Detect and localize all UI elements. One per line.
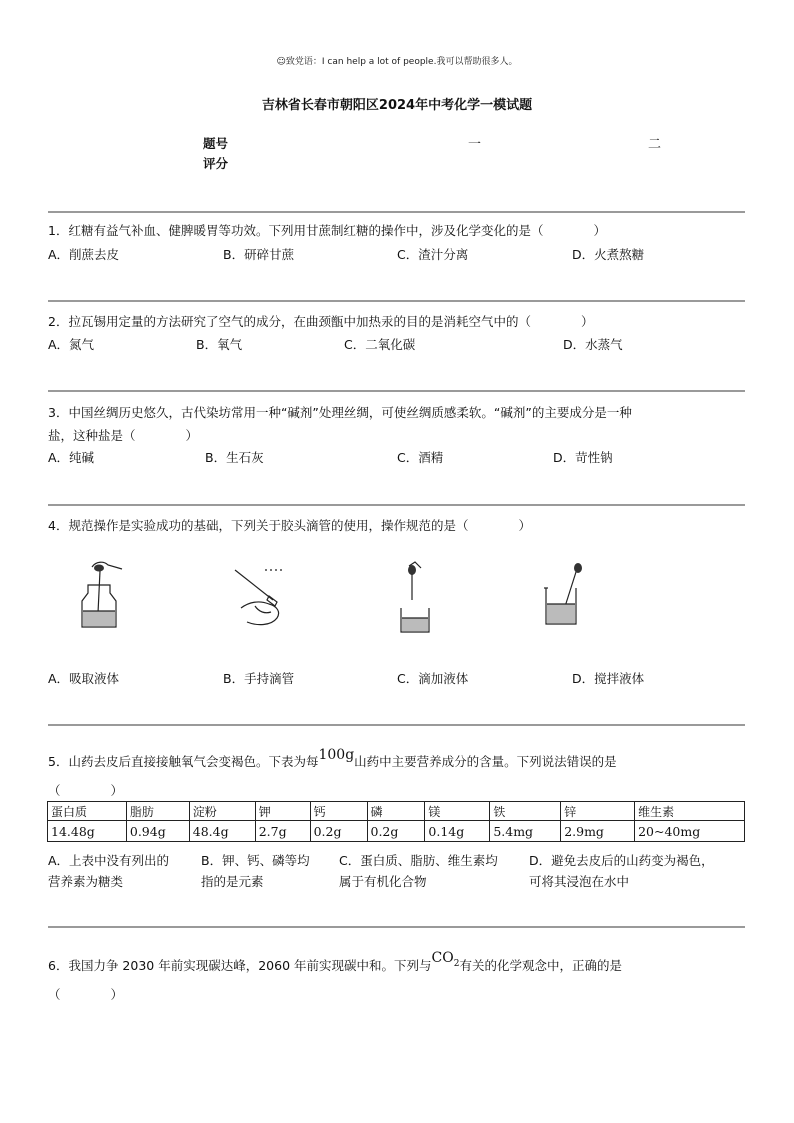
table-header-cell: 钾 [255, 802, 310, 821]
table-cell: 14.48g [48, 821, 127, 842]
option-a: A．吸取液体 [48, 671, 120, 686]
option-a [48, 850, 169, 892]
option-a-line1: A．上表中没有列出的 [48, 853, 170, 868]
table-cell: 0.2g [367, 821, 425, 842]
table-header-cell: 铁 [490, 802, 561, 821]
question-stem-line2: 盐，这种盐是（ ） [48, 428, 199, 443]
option-b: B．生石灰 [205, 450, 264, 465]
option-d-line1: D．避免去皮后的山药变为褐色， [529, 853, 714, 868]
question-stem [48, 747, 617, 770]
option-c: C．二氧化碳 [344, 337, 416, 352]
table-cell: 5.4mg [490, 821, 561, 842]
question-stem [48, 950, 622, 977]
option-c: C．滴加液体 [397, 671, 469, 686]
table-cell: 20~40mg [635, 821, 745, 842]
score-col-one: 一 [468, 137, 482, 152]
figure-d-dropper-in-beaker [540, 560, 590, 630]
section-divider [48, 926, 745, 928]
option-d: D．火煮熬糖 [572, 247, 645, 262]
nutrition-table [47, 801, 745, 842]
score-row-label-score: 评分 [203, 156, 229, 171]
stem-part-b: 有关的化学观念中，正确的是 [459, 958, 622, 973]
option-a: A．氮气 [48, 337, 95, 352]
option-d-line2: 可将其浸泡在水中 [529, 874, 630, 889]
option-d: D．水蒸气 [563, 337, 623, 352]
option-a-line2: 营养素为糖类 [48, 874, 124, 889]
stem-part-a: 5．山药去皮后直接接触氧气会变褐色。下表为每 [48, 754, 319, 769]
option-b-line1: B．钾、钙、磷等均 [201, 853, 310, 868]
stem-mass: 100g [318, 747, 355, 763]
option-c: C．酒精 [397, 450, 444, 465]
option-d: D．苛性钠 [553, 450, 613, 465]
option-b: B．氧气 [196, 337, 243, 352]
table-header-row [48, 802, 745, 821]
option-d: D．搅拌液体 [572, 671, 645, 686]
formula-subscript: 2 [453, 958, 460, 969]
score-col-two: 二 [648, 137, 662, 152]
table-cell: 0.94g [126, 821, 189, 842]
question-stem: 2．拉瓦锡用定量的方法研究了空气的成分，在曲颈甑中加热汞的目的是消耗空气中的（ ） [48, 314, 594, 329]
motto-line: ☺致党语：I can help a lot of people.我可以帮助很多人。 [276, 57, 518, 67]
co2-formula [431, 950, 460, 969]
option-c: C．渣汁分离 [397, 247, 469, 262]
table-header-cell: 蛋白质 [48, 802, 127, 821]
table-header-cell: 磷 [367, 802, 425, 821]
option-c-line2: 属于有机化合物 [339, 874, 427, 889]
table-header-cell: 淀粉 [189, 802, 255, 821]
table-header-cell: 锌 [561, 802, 635, 821]
stem-part-b: 山药中主要营养成分的含量。下列说法错误的是 [354, 754, 617, 769]
option-d [529, 850, 714, 892]
table-header-cell: 脂肪 [126, 802, 189, 821]
section-divider [48, 300, 745, 302]
question-stem: 4．规范操作是实验成功的基础，下列关于胶头滴管的使用，操作规范的是（ ） [48, 518, 531, 533]
figure-b-hand-holding-dropper [225, 560, 300, 632]
option-a: A．削蔗去皮 [48, 247, 120, 262]
table-row [48, 821, 745, 842]
table-cell: 48.4g [189, 821, 255, 842]
table-header-cell: 镁 [425, 802, 490, 821]
option-b: B．手持滴管 [223, 671, 295, 686]
table-header-cell: 维生素 [635, 802, 745, 821]
page-title: 吉林省长春市朝阳区2024年中考化学一模试题 [261, 98, 533, 113]
option-c-line1: C．蛋白质、脂肪、维生素均 [339, 853, 498, 868]
figure-a-dropper-bottle [70, 555, 130, 635]
formula-main: CO [431, 950, 454, 966]
stem-part-a: 6．我国力争 2030 年前实现碳达峰，2060 年前实现碳中和。下列与 [48, 958, 432, 973]
option-a: A．纯碱 [48, 450, 95, 465]
answer-blank: （ ） [48, 783, 124, 798]
question-stem-line1: 3．中国丝绸历史悠久，古代染坊常用一种“碱剂”处理丝绸，可使丝绸质感柔软。“碱剂”的主要成分是一种 [48, 405, 632, 420]
section-divider [48, 504, 745, 506]
answer-blank: （ ） [48, 987, 124, 1002]
table-cell: 0.14g [425, 821, 490, 842]
section-divider [48, 390, 745, 392]
option-b-line2: 指的是元素 [201, 874, 264, 889]
table-cell: 2.7g [255, 821, 310, 842]
table-cell: 2.9mg [561, 821, 635, 842]
option-c [339, 850, 498, 892]
score-row-label-number: 题号 [203, 136, 229, 151]
section-divider [48, 211, 745, 213]
option-b [201, 850, 310, 892]
question-stem: 1．红糖有益气补血、健脾暖胃等功效。下列用甘蔗制红糖的操作中，涉及化学变化的是（ ） [48, 223, 606, 238]
section-divider [48, 724, 745, 726]
table-header-cell: 钙 [310, 802, 367, 821]
option-b: B．研碎甘蔗 [223, 247, 295, 262]
figure-c-dropper-above-beaker [395, 560, 440, 635]
table-cell: 0.2g [310, 821, 367, 842]
